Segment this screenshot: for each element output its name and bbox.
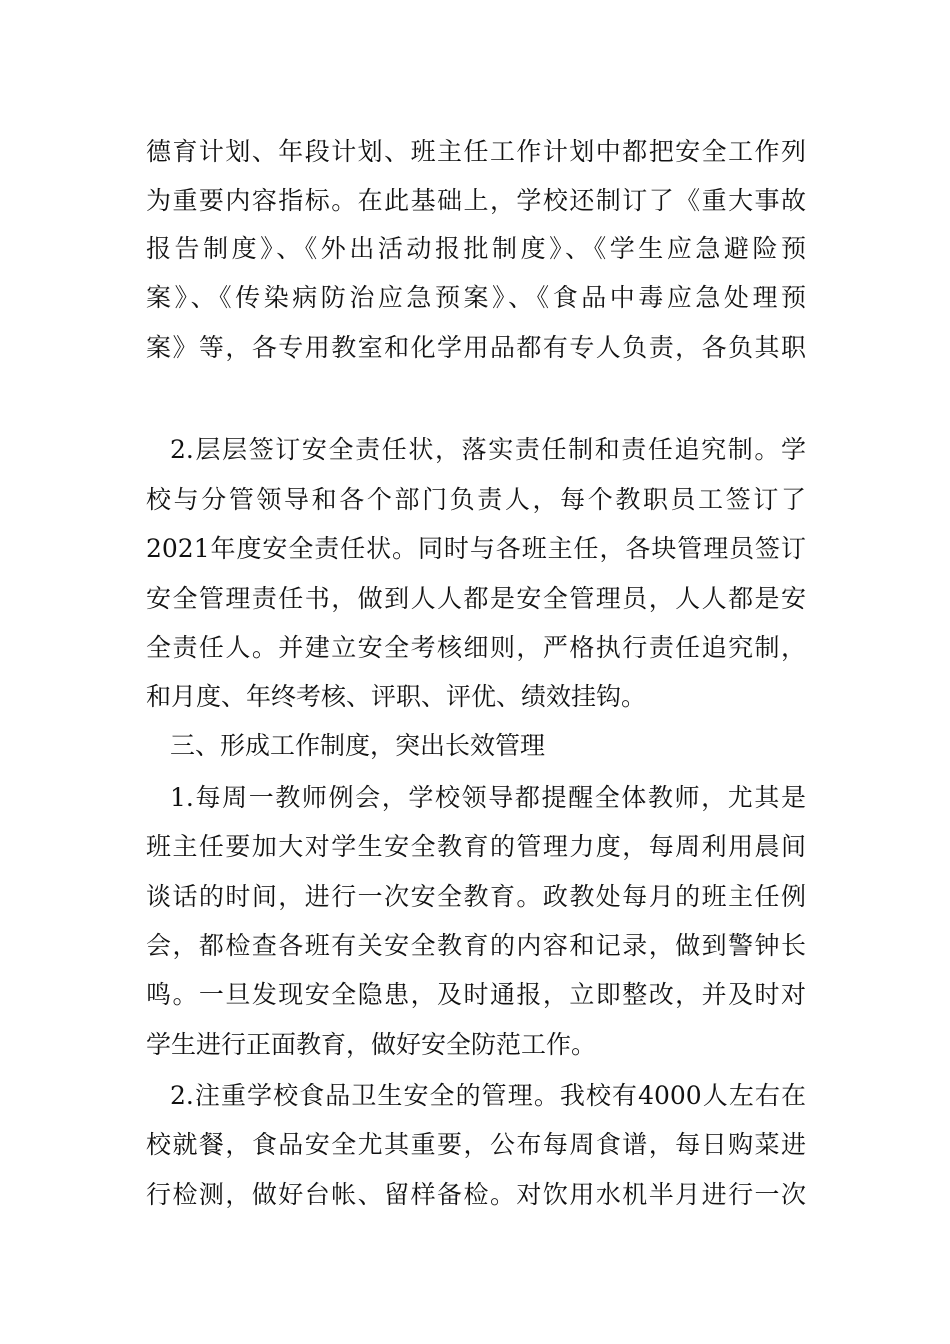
- text-line: 学生进行正面教育，做好安全防范工作。: [146, 1030, 597, 1059]
- text-line: 报告制度》、《外出活动报批制度》、《学生应急避险预: [146, 234, 806, 263]
- text-line: 1.每周一教师例会，学校领导都提醒全体教师，尤其是: [170, 783, 806, 812]
- text-line: 鸣。一旦发现安全隐患，及时通报，立即整改，并及时对: [146, 980, 806, 1009]
- text-line: 2.注重学校食品卫生安全的管理。我校有4000人左右在: [170, 1081, 806, 1110]
- text-line: 德育计划、年段计划、班主任工作计划中都把安全工作列: [146, 137, 806, 166]
- section-heading: 三、形成工作制度，突出长效管理: [170, 731, 546, 760]
- text-line: 和月度、年终考核、评职、评优、绩效挂钩。: [146, 682, 647, 711]
- text-line: 全责任人。并建立安全考核细则，严格执行责任追究制，: [146, 633, 806, 662]
- text-line: 校与分管领导和各个部门负责人，每个教职员工签订了: [146, 485, 806, 514]
- text-line: 班主任要加大对学生安全教育的管理力度，每周利用晨间: [146, 832, 806, 861]
- text-line: 案》等，各专用教室和化学用品都有专人负责，各负其职: [146, 333, 806, 362]
- text-line: 校就餐，食品安全尤其重要，公布每周食谱，每日购菜进: [146, 1130, 806, 1159]
- text-line: 2021年度安全责任状。同时与各班主任，各块管理员签订: [146, 534, 806, 563]
- text-line: 2.层层签订安全责任状，落实责任制和责任追究制。学: [170, 435, 806, 464]
- text-line: 行检测，做好台帐、留样备检。对饮用水机半月进行一次: [146, 1180, 806, 1209]
- text-line: 安全管理责任书，做到人人都是安全管理员，人人都是安: [146, 584, 806, 613]
- text-line: 案》、《传染病防治应急预案》、《食品中毒应急处理预: [146, 283, 806, 312]
- text-line: 会，都检查各班有关安全教育的内容和记录，做到警钟长: [146, 931, 806, 960]
- text-line: 为重要内容指标。在此基础上，学校还制订了《重大事故: [146, 186, 806, 215]
- text-line: 谈话的时间，进行一次安全教育。政教处每月的班主任例: [146, 882, 806, 911]
